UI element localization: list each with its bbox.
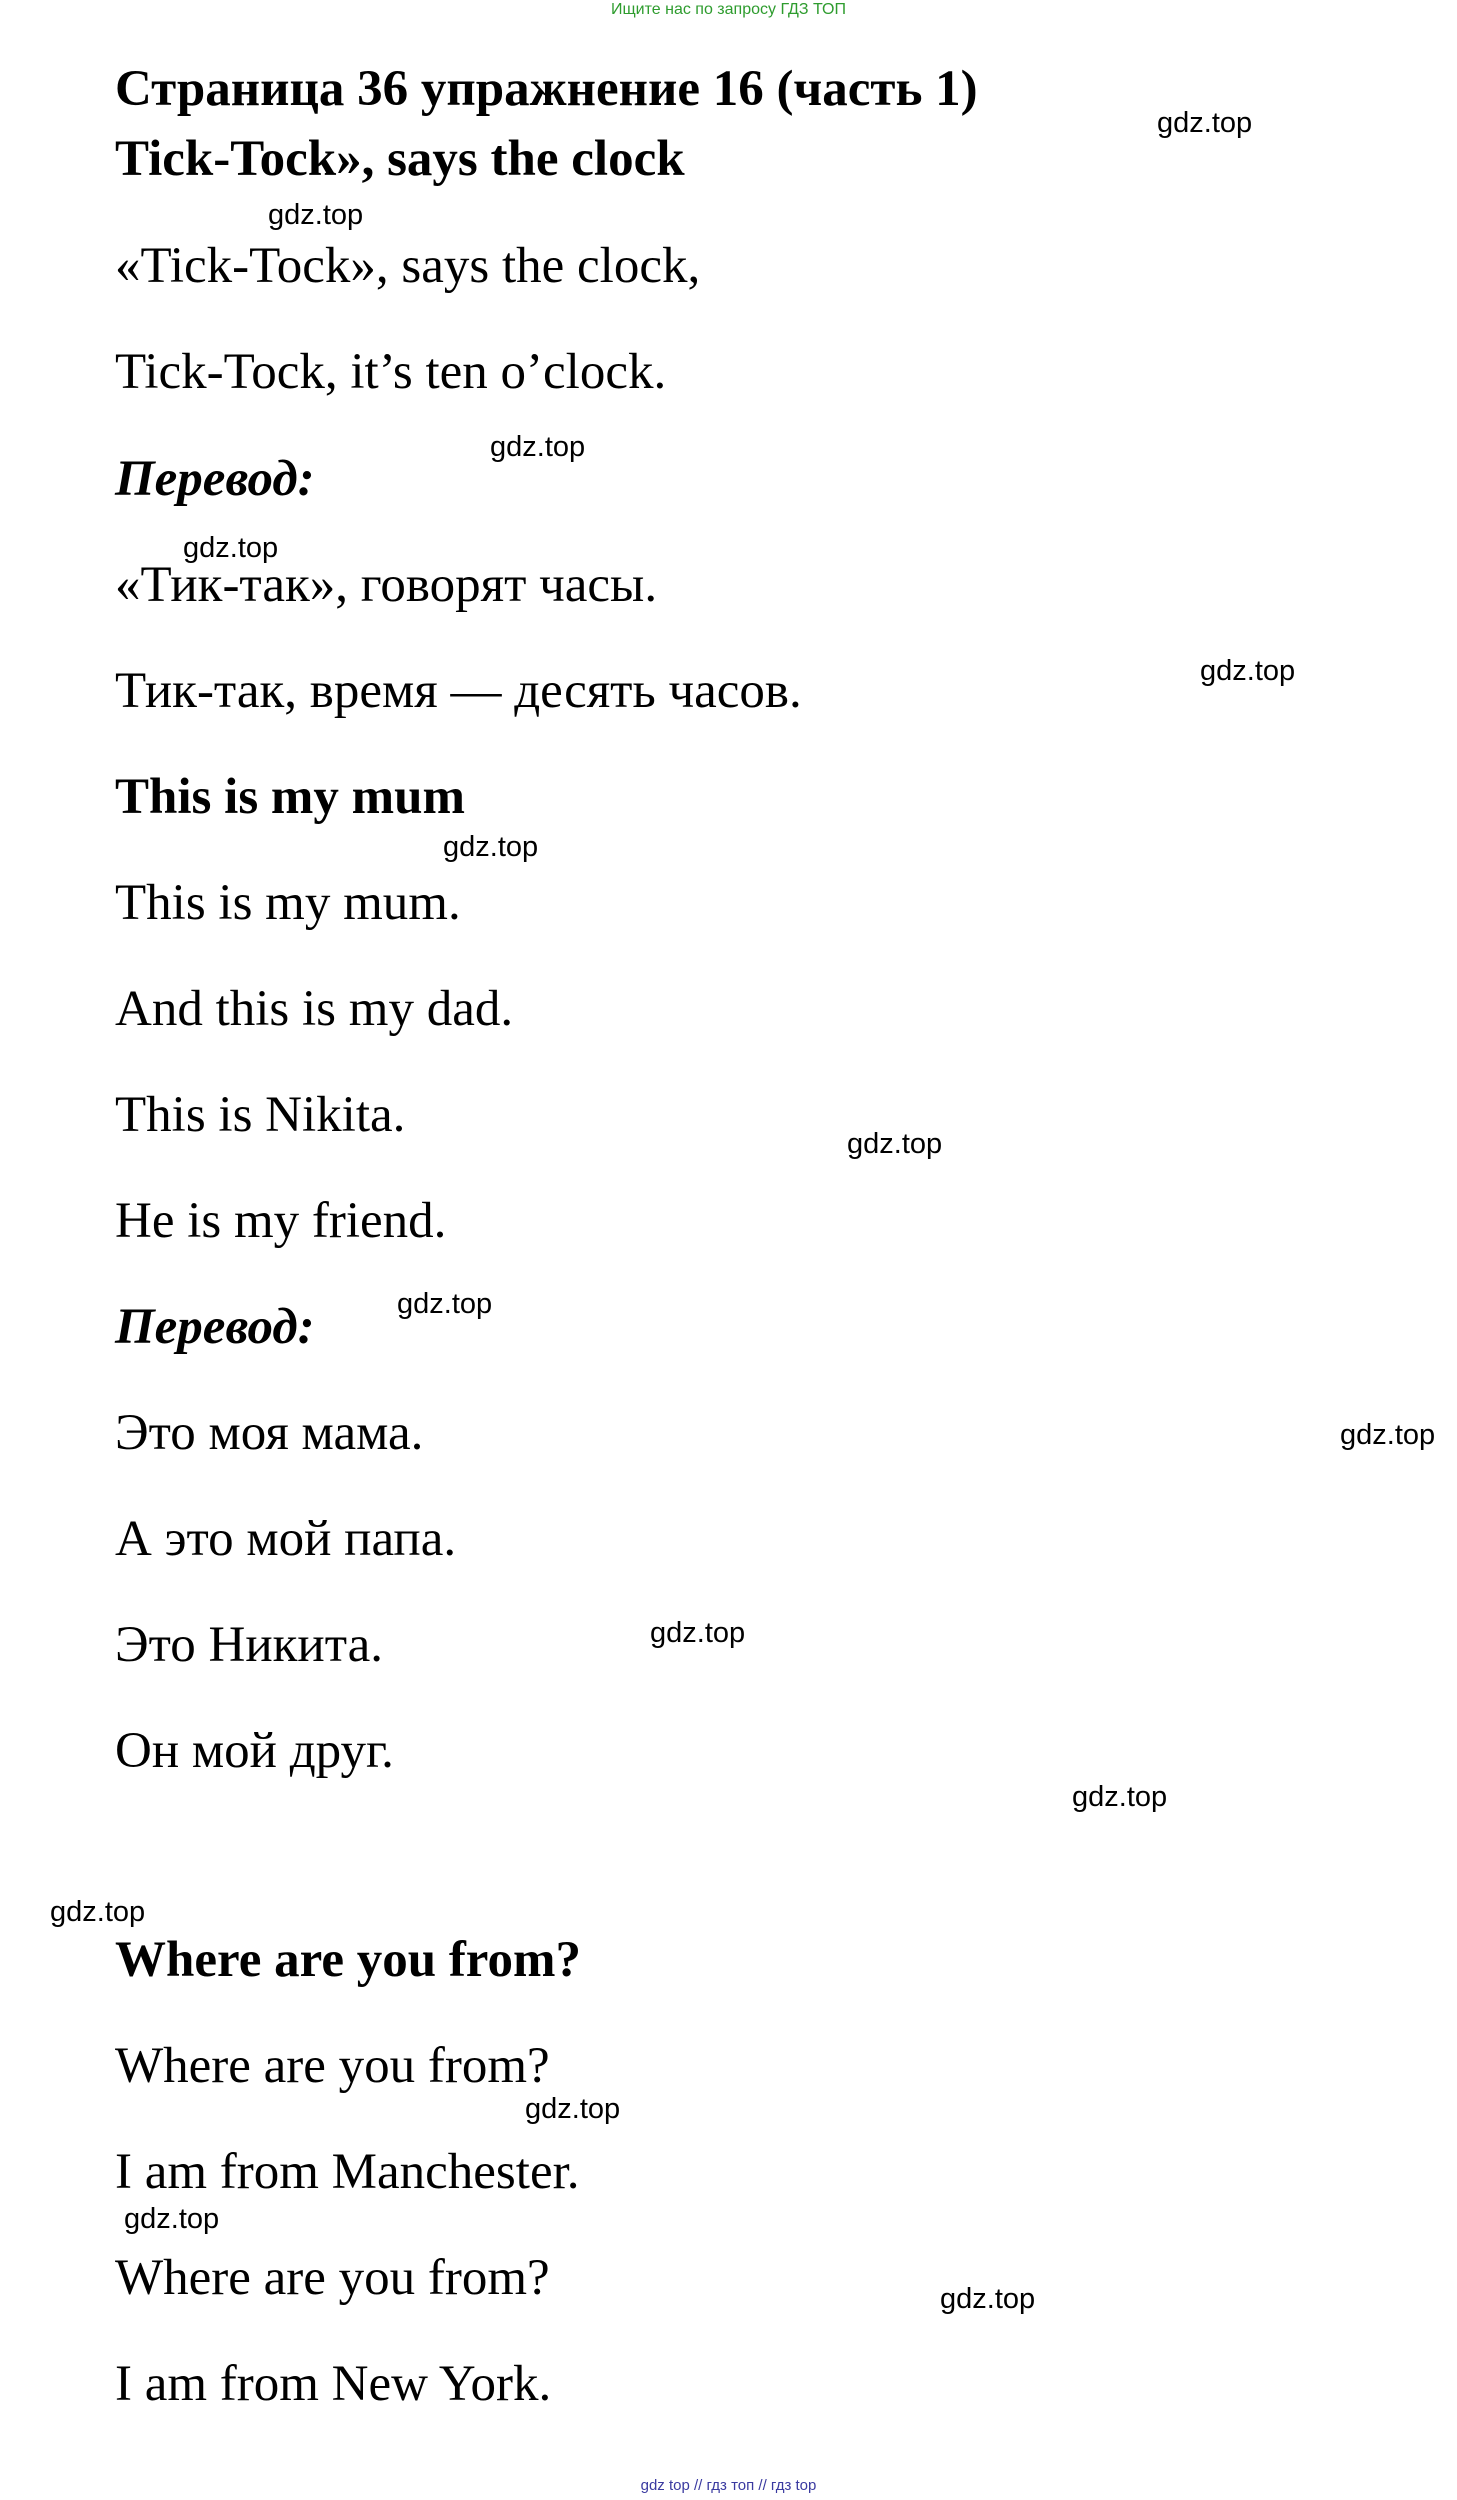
translation-line: Тик-так, время — десять часов. bbox=[115, 663, 802, 719]
poem-line: This is Nikita. bbox=[115, 1087, 406, 1143]
watermark: gdz.top bbox=[1340, 1419, 1436, 1451]
watermark: gdz.top bbox=[1200, 655, 1296, 687]
section-title-tick-tock: Tick-Tock», says the clock bbox=[115, 131, 685, 187]
watermark: gdz.top bbox=[268, 199, 364, 231]
poem-line: «Tick-Tock», says the clock, bbox=[115, 238, 701, 294]
page-title: Страница 36 упражнение 16 (часть 1) bbox=[115, 61, 978, 117]
bottom-banner: gdz top // гдз топ // гдз top bbox=[640, 2477, 817, 2494]
section-title-where-are-you-from: Where are you from? bbox=[115, 1932, 581, 1988]
section-title-this-is-my-mum: This is my mum bbox=[115, 769, 465, 825]
poem-line: And this is my dad. bbox=[115, 981, 514, 1037]
poem-line: I am from New York. bbox=[115, 2356, 552, 2412]
translation-line: Он мой друг. bbox=[115, 1723, 394, 1779]
translation-line: Это моя мама. bbox=[115, 1405, 424, 1461]
watermark: gdz.top bbox=[847, 1128, 943, 1160]
translation-label: Перевод: bbox=[115, 1299, 315, 1355]
watermark: gdz.top bbox=[50, 1896, 146, 1928]
poem-line: Where are you from? bbox=[115, 2250, 550, 2306]
watermark: gdz.top bbox=[443, 831, 539, 863]
translation-line: А это мой папа. bbox=[115, 1511, 457, 1567]
watermark: gdz.top bbox=[124, 2203, 220, 2235]
watermark: gdz.top bbox=[183, 532, 279, 564]
watermark: gdz.top bbox=[490, 431, 586, 463]
poem-line: Tick-Tock, it’s ten o’clock. bbox=[115, 344, 667, 400]
watermark: gdz.top bbox=[525, 2093, 621, 2125]
translation-line: «Тик-так», говорят часы. bbox=[115, 557, 658, 613]
watermark: gdz.top bbox=[397, 1288, 493, 1320]
watermark: gdz.top bbox=[650, 1617, 746, 1649]
poem-line: He is my friend. bbox=[115, 1193, 447, 1249]
top-banner: Ищите нас по запросу ГДЗ ТОП bbox=[611, 1, 846, 18]
poem-line: I am from Manchester. bbox=[115, 2144, 580, 2200]
watermark: gdz.top bbox=[1072, 1781, 1168, 1813]
watermark: gdz.top bbox=[1157, 107, 1253, 139]
watermark: gdz.top bbox=[940, 2283, 1036, 2315]
poem-line: This is my mum. bbox=[115, 875, 461, 931]
translation-line: Это Никита. bbox=[115, 1617, 384, 1673]
poem-line: Where are you from? bbox=[115, 2038, 550, 2094]
translation-label: Перевод: bbox=[115, 451, 315, 507]
